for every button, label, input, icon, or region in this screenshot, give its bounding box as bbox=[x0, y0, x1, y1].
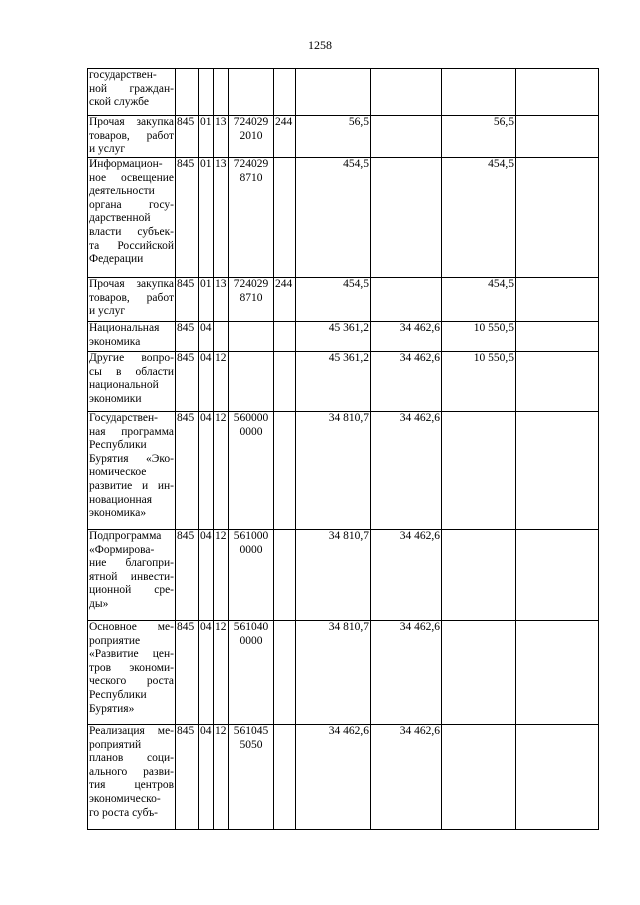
total-amount-cell: 34 810,7 bbox=[296, 530, 371, 621]
local-amount-cell bbox=[516, 116, 599, 158]
republic-amount-cell bbox=[442, 530, 516, 621]
federal-amount-cell: 34 462,6 bbox=[371, 322, 442, 352]
ved-code-cell bbox=[176, 69, 199, 116]
expense-type-cell: 244 bbox=[274, 116, 296, 158]
item-name-line: Федерации bbox=[89, 253, 144, 266]
item-name-cell bbox=[88, 322, 176, 352]
item-name-cell bbox=[88, 725, 176, 830]
item-name-line: тров экономи- bbox=[89, 661, 174, 674]
section-code-cell: 04 bbox=[199, 412, 214, 530]
expense-type-cell bbox=[274, 352, 296, 412]
table-row bbox=[88, 725, 599, 830]
item-name-line: ное освещение bbox=[89, 171, 174, 184]
item-name-line: новационная bbox=[89, 493, 153, 506]
table-row bbox=[88, 69, 599, 116]
total-amount-cell: 45 361,2 bbox=[296, 352, 371, 412]
target-article-cell: 561045 5050 bbox=[229, 725, 274, 830]
republic-amount-cell bbox=[442, 725, 516, 830]
item-name-line: Республики bbox=[89, 688, 147, 701]
target-article-cell: 724029 8710 bbox=[229, 278, 274, 322]
subsection-code-cell: 12 bbox=[214, 530, 229, 621]
item-name-line: Республики bbox=[89, 439, 147, 452]
subsection-code-cell: 13 bbox=[214, 158, 229, 278]
item-name-cell bbox=[88, 530, 176, 621]
subsection-code-cell: 12 bbox=[214, 352, 229, 412]
subsection-code-cell bbox=[214, 322, 229, 352]
section-code-cell: 04 bbox=[199, 352, 214, 412]
total-amount-cell: 454,5 bbox=[296, 158, 371, 278]
item-name-line: ального разви- bbox=[89, 765, 174, 778]
federal-amount-cell: 34 462,6 bbox=[371, 725, 442, 830]
ved-code-cell: 845 bbox=[176, 725, 199, 830]
item-name-line: деятельности bbox=[89, 185, 155, 198]
item-name-line: номическое bbox=[89, 466, 147, 479]
local-amount-cell bbox=[516, 69, 599, 116]
federal-amount-cell bbox=[371, 69, 442, 116]
table-row bbox=[88, 530, 599, 621]
total-amount-cell: 454,5 bbox=[296, 278, 371, 322]
item-name-line: экономика» bbox=[89, 507, 147, 520]
total-amount-cell: 34 462,6 bbox=[296, 725, 371, 830]
ved-code-cell: 845 bbox=[176, 352, 199, 412]
item-name-line: экономика bbox=[89, 335, 141, 348]
item-name-line: ная программа bbox=[89, 425, 174, 438]
item-name-line: Подпрограмма bbox=[89, 530, 162, 542]
federal-amount-cell bbox=[371, 278, 442, 322]
item-name-cell bbox=[88, 352, 176, 412]
federal-amount-cell bbox=[371, 116, 442, 158]
item-name-cell bbox=[88, 621, 176, 725]
local-amount-cell bbox=[516, 322, 599, 352]
target-article-cell: 560000 0000 bbox=[229, 412, 274, 530]
item-name-line: ционной сре- bbox=[89, 584, 174, 597]
subsection-code-cell: 12 bbox=[214, 725, 229, 830]
local-amount-cell bbox=[516, 530, 599, 621]
federal-amount-cell: 34 462,6 bbox=[371, 621, 442, 725]
subsection-code-cell bbox=[214, 69, 229, 116]
subsection-code-cell: 12 bbox=[214, 412, 229, 530]
target-article-cell: 561040 0000 bbox=[229, 621, 274, 725]
table-row bbox=[88, 322, 599, 352]
target-article-cell bbox=[229, 69, 274, 116]
item-name-line: власти субъек- bbox=[89, 225, 174, 238]
total-amount-cell: 45 361,2 bbox=[296, 322, 371, 352]
item-name-line: государствен- bbox=[89, 69, 157, 81]
republic-amount-cell bbox=[442, 621, 516, 725]
item-name-line: роприятий bbox=[89, 738, 142, 751]
total-amount-cell bbox=[296, 69, 371, 116]
total-amount-cell: 34 810,7 bbox=[296, 412, 371, 530]
item-name-line: Информацион- bbox=[89, 158, 163, 170]
local-amount-cell bbox=[516, 352, 599, 412]
item-name-line: Другие вопро- bbox=[89, 352, 174, 364]
local-amount-cell bbox=[516, 621, 599, 725]
republic-amount-cell: 56,5 bbox=[442, 116, 516, 158]
item-name-line: роприятие bbox=[89, 634, 141, 647]
table-row bbox=[88, 621, 599, 725]
item-name-line: Государствен- bbox=[89, 412, 158, 424]
item-name-cell bbox=[88, 412, 176, 530]
item-name-line: Прочая закупка bbox=[89, 116, 174, 128]
item-name-line: «Формирова- bbox=[89, 543, 155, 556]
item-name-cell bbox=[88, 116, 176, 158]
republic-amount-cell: 454,5 bbox=[442, 158, 516, 278]
local-amount-cell bbox=[516, 158, 599, 278]
table-row bbox=[88, 158, 599, 278]
expense-type-cell bbox=[274, 621, 296, 725]
item-name-line: национальной bbox=[89, 379, 159, 392]
item-name-line: тия центров bbox=[89, 779, 174, 792]
local-amount-cell bbox=[516, 278, 599, 322]
section-code-cell: 01 bbox=[199, 278, 214, 322]
expense-type-cell bbox=[274, 322, 296, 352]
item-name-line: и услуг bbox=[89, 143, 126, 156]
item-name-line: экономическо- bbox=[89, 792, 161, 805]
item-name-line: Основное ме- bbox=[89, 621, 174, 633]
item-name-cell bbox=[88, 278, 176, 322]
item-name-line: товаров, работ bbox=[89, 129, 174, 142]
item-name-line: Реализация ме- bbox=[89, 725, 174, 737]
item-name-line: товаров, работ bbox=[89, 291, 174, 304]
ved-code-cell: 845 bbox=[176, 278, 199, 322]
ved-code-cell: 845 bbox=[176, 322, 199, 352]
item-name-line: Бурятия» bbox=[89, 702, 135, 715]
subsection-code-cell: 12 bbox=[214, 621, 229, 725]
table-row bbox=[88, 352, 599, 412]
item-name-cell bbox=[88, 158, 176, 278]
item-name-line: планов соци- bbox=[89, 752, 174, 765]
total-amount-cell: 34 810,7 bbox=[296, 621, 371, 725]
subsection-code-cell: 13 bbox=[214, 278, 229, 322]
item-name-line: ной граждан- bbox=[89, 82, 174, 95]
item-name-line: «Развитие цен- bbox=[89, 648, 174, 661]
item-name-line: и услуг bbox=[89, 305, 126, 318]
federal-amount-cell: 34 462,6 bbox=[371, 352, 442, 412]
republic-amount-cell bbox=[442, 69, 516, 116]
item-name-line: развитие и ин- bbox=[89, 479, 174, 492]
subsection-code-cell: 13 bbox=[214, 116, 229, 158]
expense-type-cell: 244 bbox=[274, 278, 296, 322]
ved-code-cell: 845 bbox=[176, 621, 199, 725]
total-amount-cell: 56,5 bbox=[296, 116, 371, 158]
page-number: 1258 bbox=[308, 38, 332, 52]
section-code-cell: 04 bbox=[199, 621, 214, 725]
expense-type-cell bbox=[274, 412, 296, 530]
target-article-cell: 724029 2010 bbox=[229, 116, 274, 158]
section-code-cell: 04 bbox=[199, 725, 214, 830]
target-article-cell: 724029 8710 bbox=[229, 158, 274, 278]
item-name-line: Национальная bbox=[89, 322, 160, 334]
ved-code-cell: 845 bbox=[176, 116, 199, 158]
item-name-line: та Российской bbox=[89, 239, 174, 252]
section-code-cell: 01 bbox=[199, 116, 214, 158]
target-article-cell: 561000 0000 bbox=[229, 530, 274, 621]
item-name-line: дарственной bbox=[89, 212, 151, 225]
republic-amount-cell: 10 550,5 bbox=[442, 352, 516, 412]
local-amount-cell bbox=[516, 412, 599, 530]
table-row bbox=[88, 278, 599, 322]
item-name-line: сы в области bbox=[89, 365, 174, 378]
item-name-line: ятной инвести- bbox=[89, 570, 174, 583]
expense-type-cell bbox=[274, 530, 296, 621]
local-amount-cell bbox=[516, 725, 599, 830]
federal-amount-cell: 34 462,6 bbox=[371, 412, 442, 530]
table-row bbox=[88, 412, 599, 530]
section-code-cell: 01 bbox=[199, 158, 214, 278]
ved-code-cell: 845 bbox=[176, 158, 199, 278]
expense-type-cell bbox=[274, 725, 296, 830]
republic-amount-cell: 10 550,5 bbox=[442, 322, 516, 352]
budget-table bbox=[87, 68, 599, 830]
item-name-line: ды» bbox=[89, 597, 109, 610]
target-article-cell bbox=[229, 322, 274, 352]
table-row bbox=[88, 116, 599, 158]
section-code-cell bbox=[199, 69, 214, 116]
federal-amount-cell bbox=[371, 158, 442, 278]
republic-amount-cell bbox=[442, 412, 516, 530]
item-name-line: го роста субъ- bbox=[89, 806, 158, 819]
target-article-cell bbox=[229, 352, 274, 412]
ved-code-cell: 845 bbox=[176, 412, 199, 530]
item-name-cell bbox=[88, 69, 176, 116]
item-name-line: Бурятия «Эко- bbox=[89, 452, 174, 465]
item-name-line: Прочая закупка bbox=[89, 278, 174, 290]
section-code-cell: 04 bbox=[199, 322, 214, 352]
federal-amount-cell: 34 462,6 bbox=[371, 530, 442, 621]
item-name-line: ние благопри- bbox=[89, 557, 174, 570]
expense-type-cell bbox=[274, 69, 296, 116]
item-name-line: органа госу- bbox=[89, 198, 174, 211]
item-name-line: экономики bbox=[89, 392, 142, 405]
republic-amount-cell: 454,5 bbox=[442, 278, 516, 322]
expense-type-cell bbox=[274, 158, 296, 278]
section-code-cell: 04 bbox=[199, 530, 214, 621]
ved-code-cell: 845 bbox=[176, 530, 199, 621]
table-body bbox=[88, 69, 599, 830]
item-name-line: ской службе bbox=[89, 96, 149, 109]
item-name-line: ческого роста bbox=[89, 675, 174, 688]
